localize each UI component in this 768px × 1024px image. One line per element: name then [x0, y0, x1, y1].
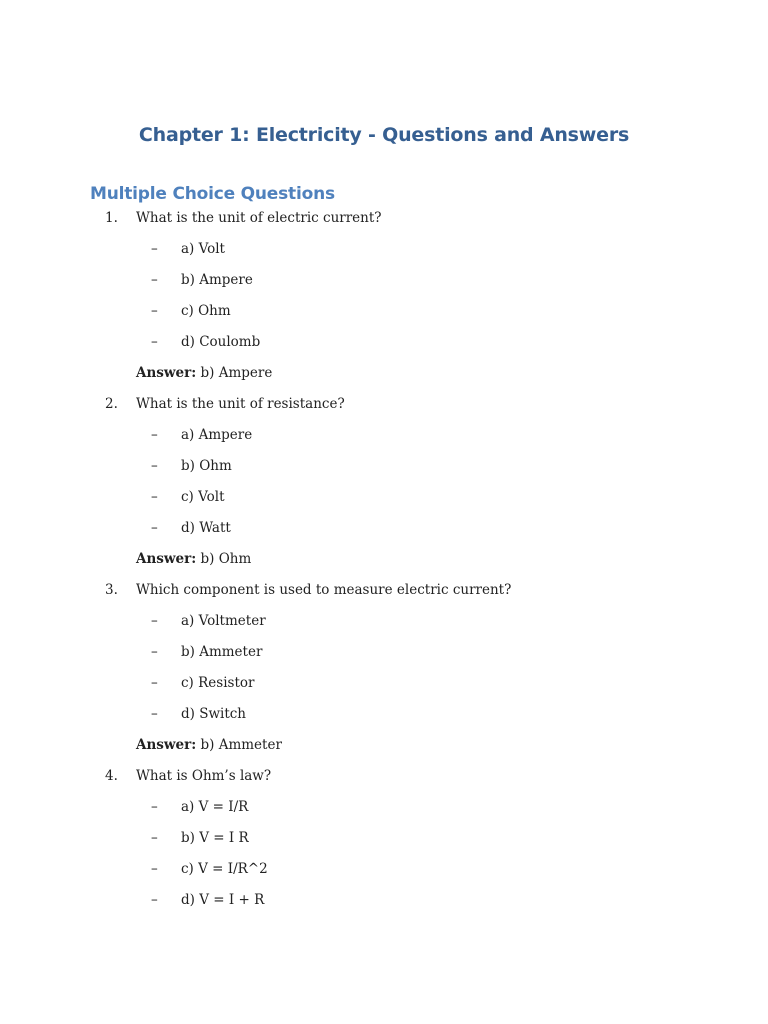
option-text: b) Ammeter — [181, 644, 263, 660]
answer-label: Answer: — [136, 551, 197, 567]
page-title: Chapter 1: Electricity - Questions and Answers — [138, 124, 630, 146]
dash-bullet: – — [151, 644, 158, 660]
option-text: a) V = I/R — [181, 799, 249, 815]
dash-bullet: – — [151, 675, 158, 691]
option-text: b) Ohm — [181, 458, 232, 474]
option-item — [0, 606, 768, 637]
option-item — [0, 296, 768, 327]
dash-bullet: – — [151, 706, 158, 722]
option-text: c) Volt — [181, 489, 225, 505]
answer-line — [0, 544, 768, 575]
option-item — [0, 327, 768, 358]
option-text: c) V = I/R^2 — [181, 861, 268, 877]
option-text: c) Resistor — [181, 675, 255, 691]
option-item — [0, 420, 768, 451]
question-list — [0, 203, 768, 916]
option-item — [0, 265, 768, 296]
question-2 — [0, 389, 768, 420]
question-text: What is the unit of resistance? — [136, 396, 345, 412]
option-item — [0, 823, 768, 854]
question-1 — [0, 203, 768, 234]
dash-bullet: – — [151, 489, 158, 505]
question-text: What is the unit of electric current? — [136, 210, 382, 226]
question-text: What is Ohm’s law? — [136, 768, 272, 784]
dash-bullet: – — [151, 427, 158, 443]
option-item — [0, 482, 768, 513]
option-text: d) Watt — [181, 520, 231, 536]
option-item — [0, 637, 768, 668]
option-text: c) Ohm — [181, 303, 231, 319]
dash-bullet: – — [151, 272, 158, 288]
answer-line — [0, 730, 768, 761]
option-text: d) V = I + R — [181, 892, 265, 908]
option-text: d) Coulomb — [181, 334, 261, 350]
answer-label: Answer: — [136, 365, 197, 381]
option-text: b) V = I R — [181, 830, 249, 846]
dash-bullet: – — [151, 458, 158, 474]
option-item — [0, 699, 768, 730]
question-text: Which component is used to measure electric current? — [136, 582, 512, 598]
section-heading: Multiple Choice Questions — [90, 184, 335, 204]
option-item — [0, 451, 768, 482]
option-text: b) Ampere — [181, 272, 253, 288]
option-text: a) Volt — [181, 241, 225, 257]
dash-bullet: – — [151, 334, 158, 350]
dash-bullet: – — [151, 892, 158, 908]
option-item — [0, 513, 768, 544]
answer-text: b) Ohm — [200, 551, 252, 567]
option-item — [0, 854, 768, 885]
dash-bullet: – — [151, 520, 158, 536]
option-text: a) Ampere — [181, 427, 253, 443]
option-item — [0, 792, 768, 823]
dash-bullet: – — [151, 241, 158, 257]
answer-text: b) Ampere — [200, 365, 273, 381]
answer-text: b) Ammeter — [200, 737, 282, 753]
answer-label: Answer: — [136, 737, 197, 753]
dash-bullet: – — [151, 861, 158, 877]
question-number: 2. — [105, 396, 118, 412]
question-number: 3. — [105, 582, 118, 598]
option-item — [0, 885, 768, 916]
option-text: d) Switch — [181, 706, 247, 722]
dash-bullet: – — [151, 303, 158, 319]
answer-line — [0, 358, 768, 389]
question-number: 1. — [105, 210, 118, 226]
option-item — [0, 234, 768, 265]
question-4 — [0, 761, 768, 792]
question-3 — [0, 575, 768, 606]
question-number: 4. — [105, 768, 118, 784]
dash-bullet: – — [151, 613, 158, 629]
option-text: a) Voltmeter — [181, 613, 266, 629]
dash-bullet: – — [151, 799, 158, 815]
dash-bullet: – — [151, 830, 158, 846]
option-item — [0, 668, 768, 699]
